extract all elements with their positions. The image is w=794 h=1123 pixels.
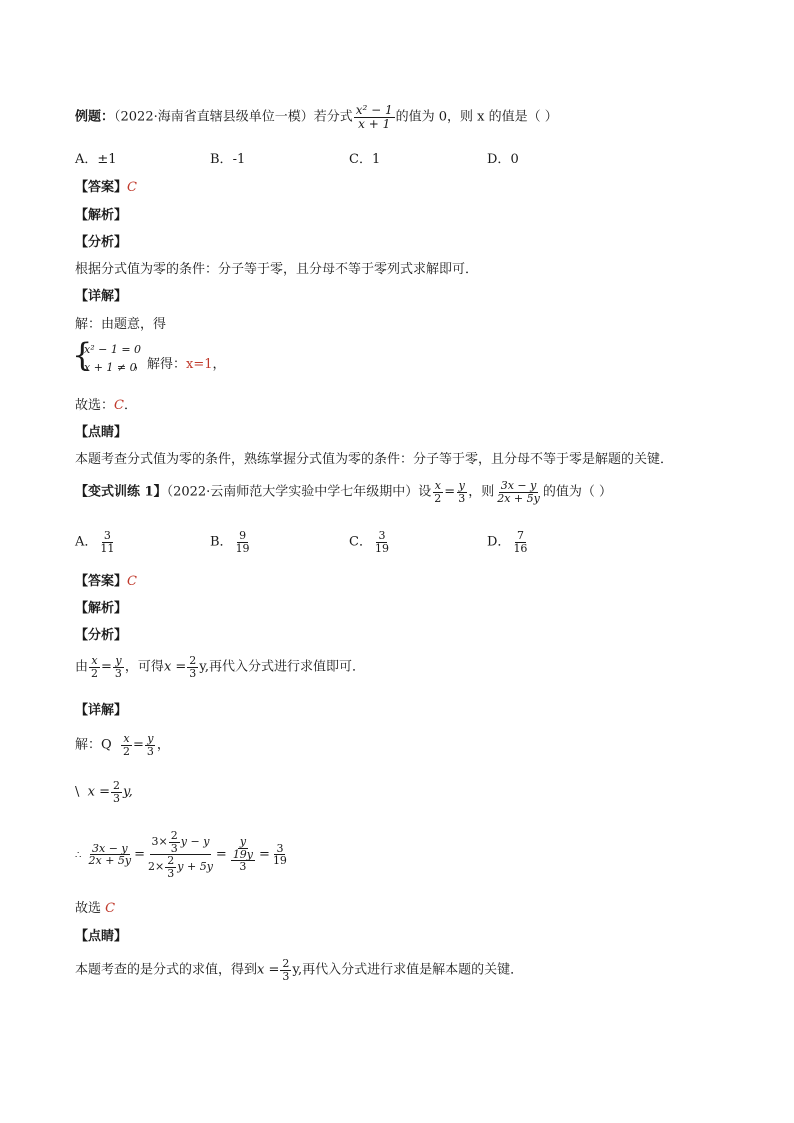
variant-question: 【变式训练 1】（2022·云南师范大学实验中学七年级期中）设 $\frac{x}{2}$ = $\frac{y}{3}$ ，则 $\frac{3x - y}{2x + 5y}$ 的值为（ ）	[75, 479, 612, 505]
system-result: ，解得：x=1，	[134, 357, 226, 372]
answer-line: 【答案】C	[75, 180, 137, 195]
choose-line: 故选 C	[75, 901, 116, 916]
fraction: $\frac{3}{19}$	[374, 529, 389, 555]
fraction: $\frac{2}{3}$	[113, 779, 121, 805]
answer-value: C	[127, 574, 137, 589]
dianjing-text: 本题考查分式值为零的条件，熟练掌握分式值为零的条件：分子等于零，且分母不等于零是解题的关键．	[75, 452, 674, 467]
fraction: $\frac{2}{3}$	[189, 654, 197, 680]
fraction: $\frac{3x - y}{2x + 5y}$	[88, 841, 132, 868]
solution-step-2: \ x = $\frac{2}{3}$ y,	[75, 779, 133, 805]
fraction: $\frac{y}{3}$	[458, 479, 466, 505]
choose-line: 故选：C．	[75, 398, 137, 413]
fraction: $\frac{x}{2}$	[122, 732, 130, 758]
fraction: $\frac{x}{2}$	[91, 654, 99, 680]
answer-value: C	[127, 180, 137, 195]
xiangjie-heading: 【详解】	[75, 289, 128, 304]
option-c: C．1	[349, 152, 381, 167]
option-d: D．0	[487, 152, 519, 167]
option-d: D． $\frac{7}{16}$	[487, 529, 528, 555]
solution-line: 解：由题意，得	[75, 317, 167, 332]
fenxi-heading: 【分析】	[75, 235, 128, 250]
fraction: $\frac{y}{3}$	[114, 654, 122, 680]
dianjing-text: 本题考查的是分式的求值，得到x = $\frac{2}{3}$ y,再代入分式进行求值是解本题的关键．	[75, 957, 524, 983]
jiexi-heading: 【解析】	[75, 208, 128, 223]
fraction: $\frac{3}{19}$	[272, 841, 287, 868]
fraction: $\frac{x}{2}$	[434, 479, 442, 505]
example-tail: 的值为 0，则 x 的值是（ ）	[395, 109, 558, 125]
option-b: B． $\frac{9}{19}$	[210, 529, 250, 555]
dianjing-heading: 【点睛】	[75, 929, 128, 944]
option-a: A．±1	[75, 152, 117, 167]
brace-symbol: {	[72, 336, 93, 374]
fraction: $\frac{7}{16}$	[513, 529, 528, 555]
answer-line: 【答案】C	[75, 574, 137, 589]
compound-fraction: $\frac{y}{\frac{19y}{3}}$	[232, 835, 254, 874]
compound-fraction: 3× $\frac{2}{3}$ y − y 2× $\frac{2}{3}$ y + 5y	[148, 829, 213, 880]
fenxi-heading: 【分析】	[75, 628, 128, 643]
fraction: $\frac{3}{11}$	[100, 529, 115, 555]
fenxi-text: 根据分式值为零的条件：分子等于零，且分母不等于零列式求解即可．	[75, 262, 479, 277]
option-b: B．-1	[210, 152, 246, 167]
fenxi-text: 由 $\frac{x}{2}$ = $\frac{y}{3}$ ，可得x = $\frac{2}{3}$ y,再代入分式进行求值即可．	[75, 654, 366, 680]
fraction: $\frac{9}{19}$	[235, 529, 250, 555]
solution-step-3: ∴ $\frac{3x - y}{2x + 5y}$ = 3× $\frac{2}{3}$ y − y 2× $\frac{2}{3}$ y + 5y = $\frac{y}{\frac{19y}{3}}$ = $\frac{3}{19}$	[75, 829, 287, 880]
example-question	[75, 104, 558, 130]
example-source: （2022·海南省直辖县级单位一模）若分式	[114, 109, 353, 125]
option-c: C． $\frac{3}{19}$	[349, 529, 389, 555]
equation-system: x² − 1 = 0 x + 1 ≠ 0	[84, 343, 142, 374]
solution-line: 解：Q $\frac{x}{2}$ = $\frac{y}{3}$ ，	[75, 732, 170, 758]
jiexi-heading: 【解析】	[75, 601, 128, 616]
example-label: 例题：	[75, 109, 115, 125]
fraction: $\frac{y}{3}$	[146, 732, 154, 758]
dianjing-heading: 【点睛】	[75, 425, 128, 440]
fraction: $\frac{2}{3}$	[282, 957, 290, 983]
xiangjie-heading: 【详解】	[75, 703, 128, 718]
option-a: A． $\frac{3}{11}$	[75, 529, 115, 555]
fraction: $\frac{\text{x² − 1}}{x + 1}$	[355, 103, 393, 131]
fraction: $\frac{3x - y}{2x + 5y}$	[497, 479, 540, 505]
variant-label: 【变式训练 1】	[75, 484, 167, 500]
